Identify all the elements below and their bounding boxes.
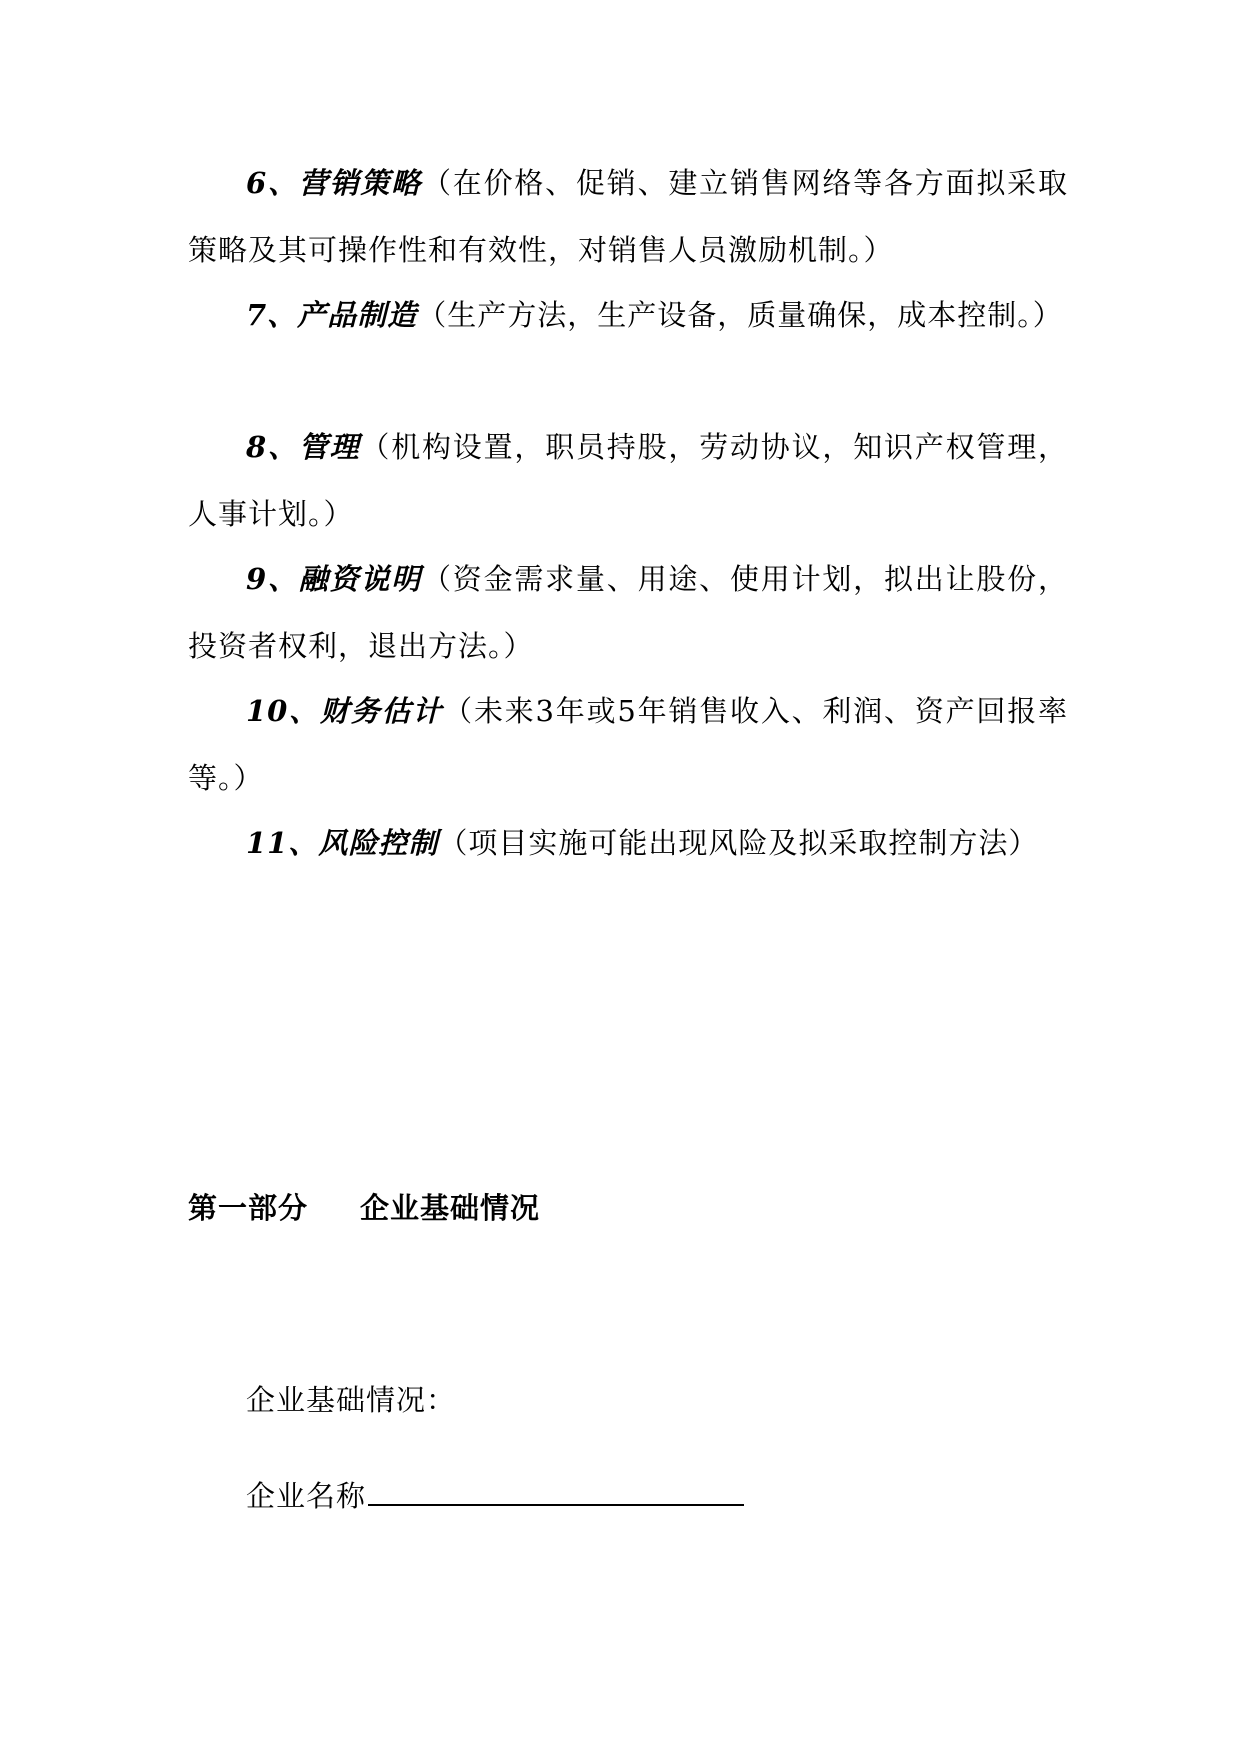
basic-info-label: 企业基础情况： — [246, 1383, 457, 1417]
item-description: （未来3年或5年销售收入、利润、资产回报率等。） — [188, 694, 1069, 795]
company-name-label: 企业名称 — [246, 1479, 367, 1513]
section-title-text: 企业基础情况 — [360, 1191, 541, 1225]
item-heading: 9、融资说明 — [246, 562, 422, 596]
item-marketing-strategy — [188, 150, 1068, 284]
item-description: （在价格、促销、建立销售网络等各方面拟采取策略及其可操作性和有效性，对销售人员激励机制。） — [188, 166, 1068, 267]
item-heading: 7、产品制造 — [246, 298, 418, 332]
item-management — [188, 414, 1068, 548]
company-name-blank-line — [368, 1474, 744, 1506]
section-heading — [188, 1186, 540, 1227]
item-financing — [188, 546, 1068, 680]
item-heading: 11、风险控制 — [246, 826, 439, 860]
item-heading: 8、管理 — [246, 430, 361, 464]
item-description: （生产方法，生产设备，质量确保，成本控制。） — [417, 298, 1063, 332]
item-description: （项目实施可能出现风险及拟采取控制方法） — [438, 826, 1039, 860]
company-name-row — [246, 1474, 744, 1515]
item-description: （资金需求量、用途、使用计划，拟出让股份，投资者权利，退出方法。） — [188, 562, 1068, 663]
item-financial-estimate — [188, 678, 1068, 812]
item-risk-control — [188, 810, 1068, 877]
item-heading: 10、财务估计 — [246, 694, 444, 728]
item-product-manufacturing — [188, 282, 1068, 349]
item-description: （机构设置，职员持股，劳动协议，知识产权管理，人事计划。） — [188, 430, 1068, 531]
section-part-label: 第一部分 — [188, 1191, 309, 1225]
item-heading: 6、营销策略 — [246, 166, 422, 200]
